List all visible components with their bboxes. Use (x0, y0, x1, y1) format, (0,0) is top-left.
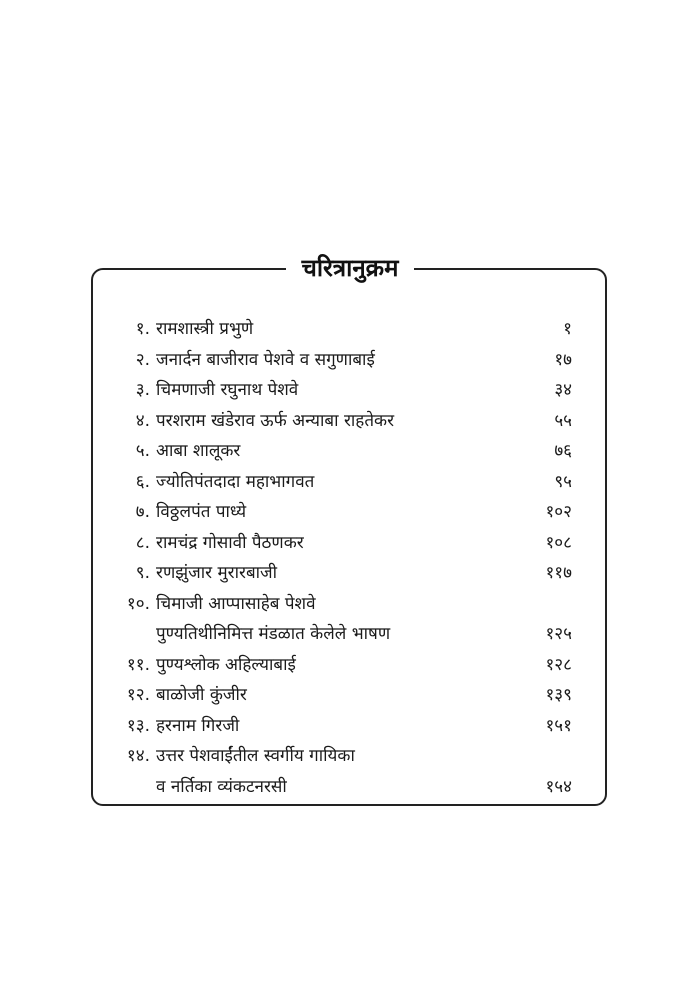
entry-number: २. (135, 349, 150, 370)
toc-line (110, 619, 580, 650)
entry-page-number: १ (563, 319, 572, 339)
toc-line (110, 345, 580, 376)
entry-number: १०. (126, 593, 150, 614)
entry-title: पुण्यतिथीनिमित्त मंडळात केलेले भाषण (156, 624, 391, 644)
entry-title: आबा शालूकर (156, 441, 241, 461)
entry-page-number: १०८ (545, 532, 572, 553)
entry-number: १२. (126, 685, 150, 705)
entry-page-number: ५५ (554, 410, 572, 431)
entry-title: उत्तर पेशवाईंतील स्वर्गीय गायिका (156, 746, 355, 766)
toc-entry (110, 650, 580, 681)
toc-entry (110, 711, 580, 742)
entry-page-number: १३९ (545, 685, 572, 705)
entry-page-number: १५४ (545, 776, 572, 797)
toc-line (110, 497, 580, 528)
entry-page-number: १०२ (545, 502, 572, 522)
entry-number: ५. (135, 441, 150, 461)
entry-title: रामशास्त्री प्रभुणे (156, 319, 254, 339)
toc-entry (110, 345, 580, 376)
entry-page-number: ११७ (545, 563, 572, 583)
toc-entry (110, 314, 580, 345)
entry-number: ३. (135, 380, 150, 400)
entry-title: चिमाजी आप्पासाहेब पेशवे (156, 593, 316, 614)
toc-line (110, 314, 580, 345)
entry-page-number: १२५ (545, 624, 572, 644)
page-title: चरित्रानुक्रम (286, 250, 414, 286)
toc-line (110, 680, 580, 711)
toc-list (110, 314, 580, 802)
entry-number: ६. (135, 471, 150, 492)
entry-title: रामचंद्र गोसावी पैठणकर (156, 532, 304, 553)
toc-entry (110, 589, 580, 650)
toc-line (110, 711, 580, 742)
entry-title: परशराम खंडेराव ऊर्फ अन्याबा राहतेकर (156, 410, 395, 431)
entry-page-number: १७ (554, 349, 572, 370)
toc-entry (110, 406, 580, 437)
toc-line (110, 741, 580, 772)
toc-entry (110, 558, 580, 589)
toc-line (110, 589, 580, 620)
toc-entry (110, 741, 580, 802)
toc-entry (110, 436, 580, 467)
entry-title: व नर्तिका व्यंकटनरसी (156, 776, 287, 797)
entry-title: पुण्यश्लोक अहिल्याबाई (156, 654, 296, 675)
entry-number: ९. (135, 563, 150, 583)
toc-entry (110, 467, 580, 498)
toc-entry (110, 497, 580, 528)
entry-title: विठ्ठलपंत पाध्ये (156, 502, 247, 522)
entry-number: १. (135, 319, 150, 339)
entry-page-number: ३४ (554, 380, 572, 400)
entry-title: हरनाम गिरजी (156, 715, 240, 736)
entry-title: रणझुंजार मुरारबाजी (156, 563, 278, 583)
entry-number: ७. (135, 502, 150, 522)
entry-title: चिमणाजी रघुनाथ पेशवे (156, 380, 299, 400)
toc-line (110, 436, 580, 467)
toc-entry (110, 375, 580, 406)
toc-line (110, 375, 580, 406)
toc-entry (110, 680, 580, 711)
toc-line (110, 650, 580, 681)
entry-title: जनार्दन बाजीराव पेशवे व सगुणाबाई (156, 349, 375, 370)
toc-line (110, 558, 580, 589)
entry-title: बाळोजी कुंजीर (156, 685, 247, 705)
entry-number: ८. (135, 532, 150, 553)
entry-page-number: १२८ (545, 654, 572, 675)
entry-number: १३. (126, 715, 150, 736)
toc-line (110, 406, 580, 437)
toc-line (110, 467, 580, 498)
entry-number: ११. (126, 654, 150, 675)
entry-number: ४. (135, 410, 150, 431)
entry-page-number: ७६ (554, 441, 572, 461)
entry-page-number: १५१ (545, 715, 572, 736)
toc-entry (110, 528, 580, 559)
toc-line (110, 772, 580, 803)
entry-page-number: ९५ (554, 471, 572, 492)
entry-number: १४. (126, 746, 150, 766)
toc-line (110, 528, 580, 559)
entry-title: ज्योतिपंतदादा महाभागवत (156, 471, 315, 492)
